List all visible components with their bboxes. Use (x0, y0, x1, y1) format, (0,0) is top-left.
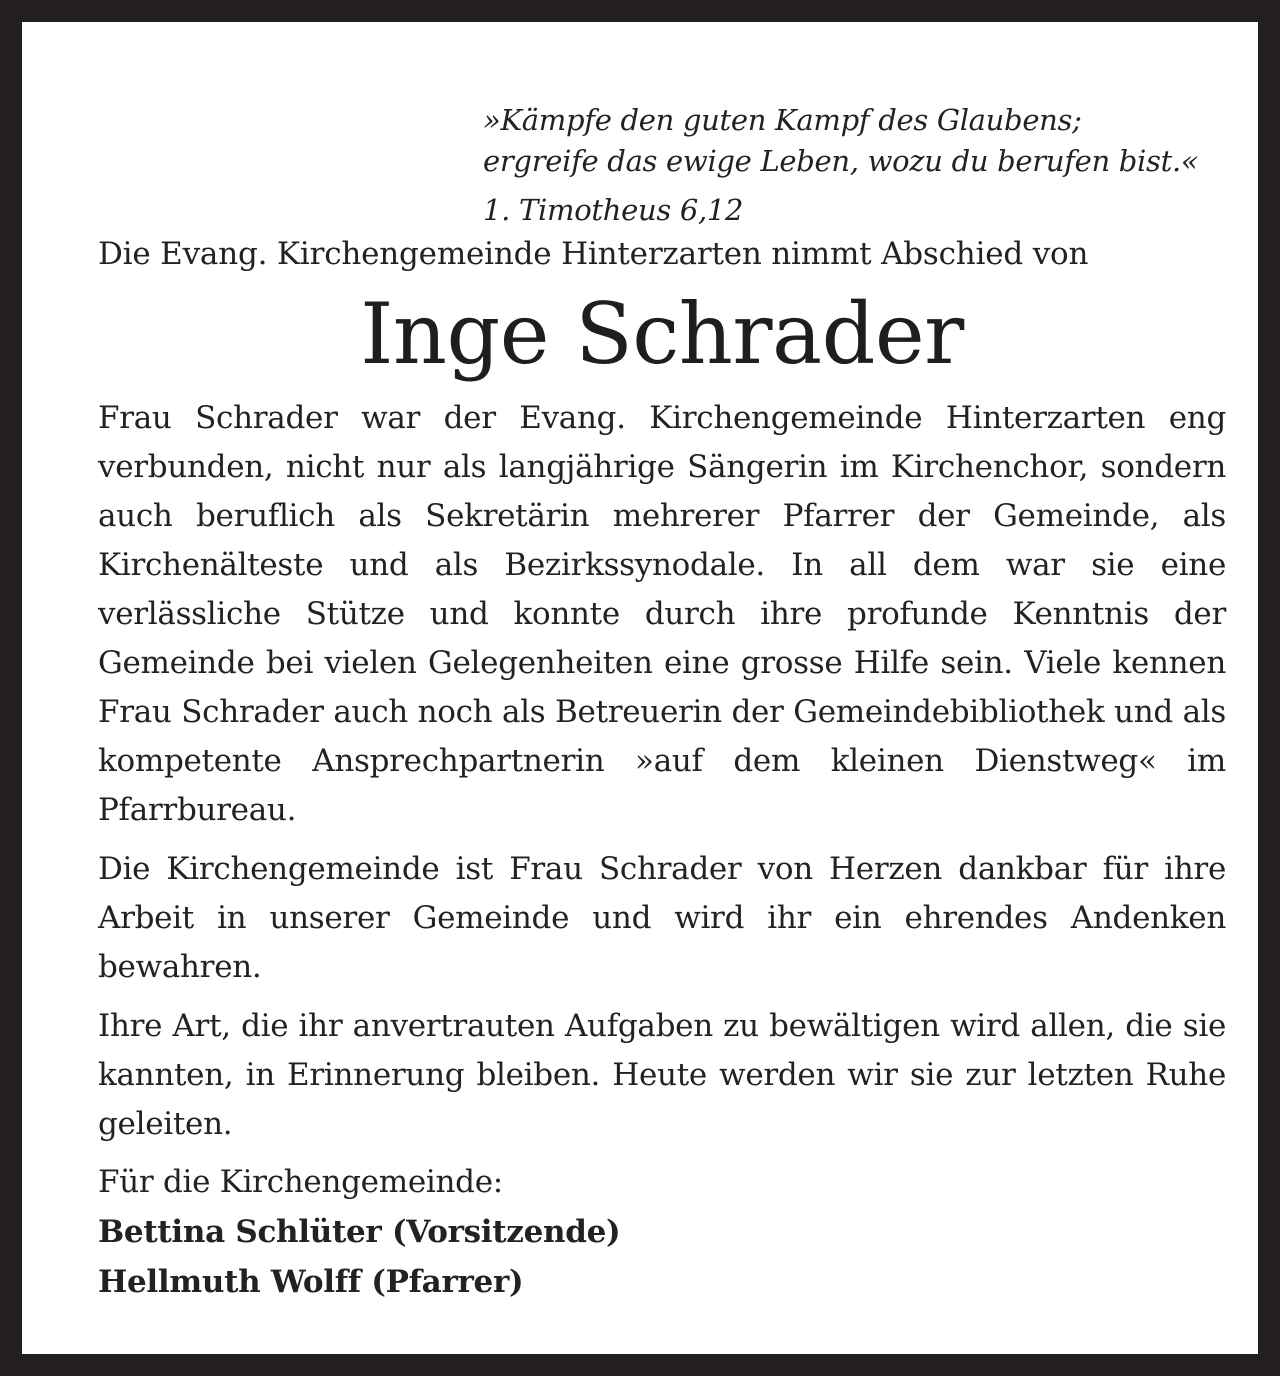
quote-reference: 1. Timotheus 6,12 (483, 193, 744, 227)
body-paragraph-1: Frau Schrader war der Evang. Kirchengemeinde Hinterzarten eng verbunden, nicht nur als langjährige Sängerin im Kirchenchor, sondern auch beruflich als Sekretärin mehrerer Pfarrer der Gemeinde, als Kirchenälteste und als Bezirkssynodale. In all dem war sie eine verlässliche Stütze und konnte durch ihre profunde Kenntnis der Gemeinde bei vielen Gelegenheiten eine grosse Hilfe sein. Viele kennen Frau Schrader auch noch als Betreuerin der Gemeindebibliothek und als kompetente Ansprechpartnerin »auf dem kleinen Dienstweg« im Pfarrbureau. (98, 400, 1226, 828)
signer-chair: Bettina Schlüter (Vorsitzende) (98, 1214, 621, 1250)
deceased-name: Inge Schrader (360, 285, 964, 383)
quote-line-1: »Kämpfe den guten Kampf des Glaubens; (483, 103, 1082, 137)
body-paragraph-3: Ihre Art, die ihr anvertrauten Aufgaben zu bewältigen wird allen, die sie kannten, in Erinnerung bleiben. Heute werden wir sie zur letzten Ruhe geleiten. (98, 1008, 1226, 1142)
signer-pastor: Hellmuth Wolff (Pfarrer) (98, 1264, 524, 1300)
closing-label: Für die Kirchengemeinde: (98, 1164, 503, 1200)
quote-line-2: ergreife das ewige Leben, wozu du berufen bist.« (483, 144, 1199, 178)
intro-text: Die Evang. Kirchengemeinde Hinterzarten nimmt Abschied von (98, 236, 1089, 272)
closing-block (98, 1157, 1226, 1307)
body-paragraph-2: Die Kirchengemeinde ist Frau Schrader von Herzen dankbar für ihre Arbeit in unserer Gemeinde und wird ihr ein ehrendes Andenken bewahren. (98, 851, 1226, 985)
obituary-content (98, 100, 1226, 1307)
bible-quote (483, 100, 1226, 238)
